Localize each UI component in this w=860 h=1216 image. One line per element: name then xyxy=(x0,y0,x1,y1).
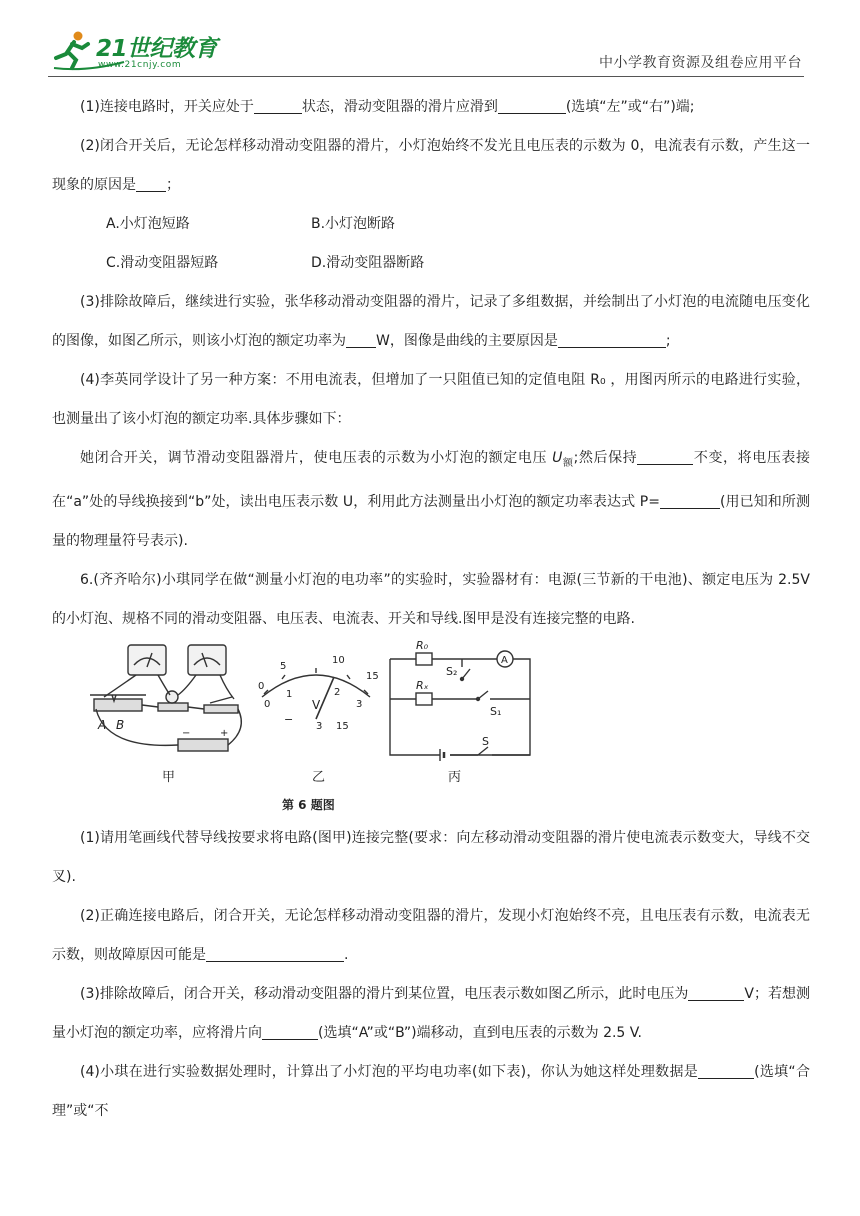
dial-tick-inner: 0 xyxy=(264,698,271,710)
q5-part4: (4)李英同学设计了另一种方案：不用电流表，但增加了一只阻值已知的定值电阻 R₀ ，用图丙所示的电路进行实验，也测量出了该小灯泡的额定功率.具体步骤如下： xyxy=(52,372,810,427)
q6-intro: 6.(齐齐哈尔)小琪同学在做“测量小灯泡的电功率”的实验时，实验器材有：电源(三节新的干电池)、额定电压为 2.5V 的小灯泡、规格不同的滑动变阻器、电压表、电流表、开关和导线.图甲是没有连接完整的电路. xyxy=(52,571,810,627)
q5-steps: 她闭合开关，调节滑动变阻器滑片，使电压表的示数为小灯泡的额定电压 $U_额$;然后保持 不变，将电压表接在“a”处的导线换接到“b”处，读出电压表示数 U，利用此方法测量出小灯泡的额定功率表达式 P= (用已知和所测量的物理量符号表示). xyxy=(52,439,810,561)
q5-part1: (1)连接电路时，开关应处于 状态，滑动变阻器的滑片应滑到 (选填“左”或“右”)端; xyxy=(52,88,810,127)
brand-url: www.21cnjy.com xyxy=(98,60,182,70)
svg-text:+: + xyxy=(220,727,229,739)
option-a: A.小灯泡短路 xyxy=(106,216,190,232)
dial-tick-outer: 0 xyxy=(258,680,265,692)
terminal-minus: − xyxy=(284,712,294,726)
label-r0: R₀ xyxy=(416,638,429,652)
label-rx: Rₓ xyxy=(416,678,429,692)
answer-blank[interactable] xyxy=(660,490,720,509)
ammeter-device-icon xyxy=(128,645,166,675)
dial-tick-outer: 15 xyxy=(366,670,379,682)
rheostat-icon xyxy=(90,695,146,711)
q5-options-row2 xyxy=(52,244,810,283)
dial-unit: V xyxy=(312,697,321,712)
label-b: B xyxy=(116,717,125,732)
answer-blank[interactable] xyxy=(206,943,344,962)
switch-icon xyxy=(204,697,238,713)
dial-tick-inner: 2 xyxy=(334,686,341,698)
dial-tick-outer: 5 xyxy=(280,660,287,672)
option-c: C.滑动变阻器短路 xyxy=(106,255,219,271)
dial-tick-outer: 10 xyxy=(332,654,345,666)
answer-blank[interactable] xyxy=(136,173,166,192)
q5-part2: (2)闭合开关后，无论怎样移动滑动变阻器的滑片，小灯泡始终不发光且电压表的示数为 0，电流表有示数，产生这一现象的原因是 ； xyxy=(52,138,810,193)
answer-blank[interactable] xyxy=(637,446,693,465)
label-a: A xyxy=(98,717,107,732)
q6-part2: (2)正确连接电路后，闭合开关，无论怎样移动滑动变阻器的滑片，发现小灯泡始终不亮，且电压表有示数，电流表无示数，则故障原因可能是 . xyxy=(52,907,810,963)
terminal-3: 3 xyxy=(316,720,323,732)
q6-part4: (4)小琪在进行实验数据处理时，计算出了小灯泡的平均电功率(如下表)，你认为她这样处理数据是 (选填“合理”或“不 xyxy=(52,1053,810,1131)
answer-blank[interactable] xyxy=(498,95,566,114)
svg-text:−: − xyxy=(182,727,191,739)
document-body xyxy=(52,88,810,1131)
voltmeter-device-icon xyxy=(188,645,226,675)
q5-part3: (3)排除故障后，继续进行实验，张华移动滑动变阻器的滑片，记录了多组数据，并绘制出了小灯泡的电流随电压变化的图像，如图乙所示，则该小灯泡的额定功率为 W，图像是曲线的主要原因是 ; xyxy=(52,294,810,349)
dial-tick-inner: 1 xyxy=(286,688,293,700)
circuit-figure xyxy=(86,639,566,815)
label-s: S xyxy=(482,734,489,748)
answer-blank[interactable] xyxy=(346,329,376,348)
label-s1: S₁ xyxy=(490,704,502,718)
figure-caption: 第 6 题图 xyxy=(282,797,335,812)
answer-blank[interactable] xyxy=(254,95,302,114)
label-bing: 丙 xyxy=(448,769,462,785)
terminal-15: 15 xyxy=(336,720,349,732)
label-ammeter: A xyxy=(501,654,508,666)
q5-options-row1 xyxy=(52,205,810,244)
schematic xyxy=(390,651,530,761)
q6-part3: (3)排除故障后，闭合开关，移动滑动变阻器的滑片到某位置，电压表示数如图乙所示，此时电压为 V；若想测量小灯泡的额定功率，应将滑片向 (选填“A”或“B”)端移动，直到电压表的示数为 2.5 V. xyxy=(52,975,810,1053)
q6-part1: (1)请用笔画线代替导线按要求将电路(图甲)连接完整(要求：向左移动滑动变阻器的滑片使电流表示数变大，导线不交叉). xyxy=(52,829,810,885)
platform-title: 中小学教育资源及组卷应用平台 xyxy=(599,55,802,71)
lamp-icon xyxy=(158,691,188,711)
battery-icon xyxy=(178,728,228,751)
answer-blank[interactable] xyxy=(262,1021,318,1040)
label-s2: S₂ xyxy=(446,664,458,678)
figure-q6 xyxy=(52,639,810,819)
page-header xyxy=(0,0,860,82)
option-d: D.滑动变阻器断路 xyxy=(311,255,425,271)
answer-blank[interactable] xyxy=(688,982,744,1001)
answer-blank[interactable] xyxy=(698,1060,754,1079)
brand-name: 21世纪教育 xyxy=(96,36,218,62)
answer-blank[interactable] xyxy=(558,329,666,348)
label-jia: 甲 xyxy=(162,769,176,785)
dial-tick-inner: 3 xyxy=(356,698,363,710)
label-yi: 乙 xyxy=(312,769,326,785)
header-divider xyxy=(48,76,804,77)
option-b: B.小灯泡断路 xyxy=(311,216,396,232)
